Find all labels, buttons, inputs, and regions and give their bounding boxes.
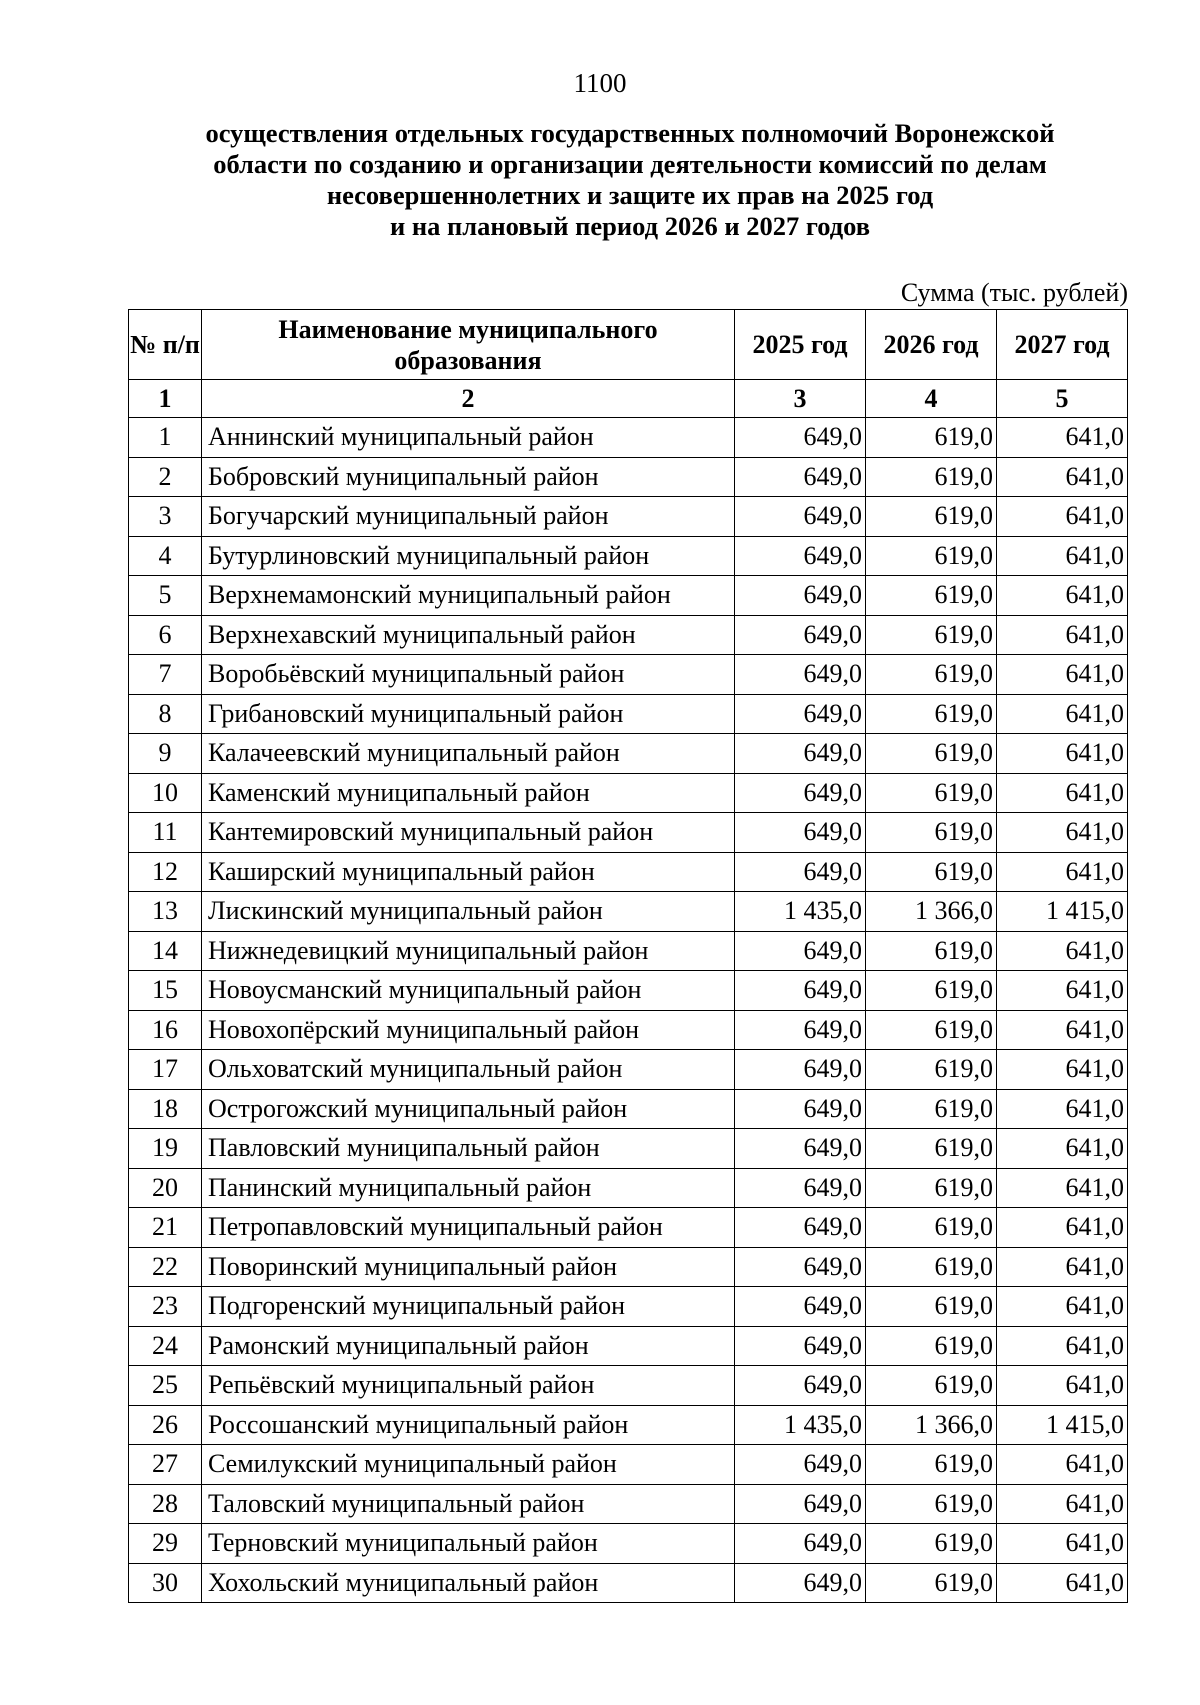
table-body	[129, 418, 1128, 1603]
value-2027: 641,0	[997, 1524, 1128, 1564]
table-row	[129, 457, 1128, 497]
column-numbers-row	[129, 380, 1128, 418]
municipality-name: Таловский муниципальный район	[202, 1484, 735, 1524]
header-name: Наименование муниципального образования	[202, 310, 735, 380]
table-row	[129, 694, 1128, 734]
row-number: 23	[129, 1287, 202, 1327]
municipality-name: Новоусманский муниципальный район	[202, 971, 735, 1011]
value-2027: 641,0	[997, 734, 1128, 774]
table-row	[129, 1089, 1128, 1129]
value-2027: 1 415,0	[997, 892, 1128, 932]
value-2027: 641,0	[997, 655, 1128, 695]
value-2025: 649,0	[735, 1326, 866, 1366]
row-number: 15	[129, 971, 202, 1011]
value-2026: 619,0	[866, 931, 997, 971]
municipality-name: Петропавловский муниципальный район	[202, 1208, 735, 1248]
row-number: 17	[129, 1050, 202, 1090]
value-2027: 641,0	[997, 694, 1128, 734]
municipality-name: Россошанский муниципальный район	[202, 1405, 735, 1445]
municipality-name: Бобровский муниципальный район	[202, 457, 735, 497]
table-row	[129, 1563, 1128, 1603]
value-2026: 619,0	[866, 1524, 997, 1564]
row-number: 1	[129, 418, 202, 458]
row-number: 27	[129, 1445, 202, 1485]
value-2025: 649,0	[735, 1010, 866, 1050]
value-2026: 619,0	[866, 1010, 997, 1050]
column-number: 2	[202, 380, 735, 418]
row-number: 2	[129, 457, 202, 497]
row-number: 8	[129, 694, 202, 734]
table-row	[129, 931, 1128, 971]
value-2027: 641,0	[997, 1129, 1128, 1169]
value-2025: 649,0	[735, 694, 866, 734]
municipality-name: Хохольский муниципальный район	[202, 1563, 735, 1603]
value-2026: 619,0	[866, 576, 997, 616]
municipality-name: Терновский муниципальный район	[202, 1524, 735, 1564]
value-2027: 641,0	[997, 1326, 1128, 1366]
value-2025: 1 435,0	[735, 1405, 866, 1445]
value-2026: 619,0	[866, 536, 997, 576]
column-number: 3	[735, 380, 866, 418]
value-2026: 619,0	[866, 1484, 997, 1524]
document-title	[150, 118, 1110, 242]
municipality-name: Верхнемамонский муниципальный район	[202, 576, 735, 616]
table-row	[129, 655, 1128, 695]
title-line: области по созданию и организации деятельности комиссий по делам	[213, 149, 1047, 179]
header-2027: 2027 год	[997, 310, 1128, 380]
value-2027: 641,0	[997, 457, 1128, 497]
value-2027: 641,0	[997, 971, 1128, 1011]
value-2026: 619,0	[866, 1366, 997, 1406]
value-2026: 619,0	[866, 1445, 997, 1485]
row-number: 30	[129, 1563, 202, 1603]
value-2025: 649,0	[735, 931, 866, 971]
row-number: 12	[129, 852, 202, 892]
value-2027: 641,0	[997, 813, 1128, 853]
table-row	[129, 1168, 1128, 1208]
value-2026: 1 366,0	[866, 892, 997, 932]
value-2026: 619,0	[866, 1168, 997, 1208]
value-2027: 641,0	[997, 497, 1128, 537]
value-2025: 649,0	[735, 1524, 866, 1564]
row-number: 3	[129, 497, 202, 537]
value-2025: 649,0	[735, 1168, 866, 1208]
municipality-name: Аннинский муниципальный район	[202, 418, 735, 458]
table-row	[129, 892, 1128, 932]
value-2027: 641,0	[997, 1050, 1128, 1090]
header-row	[129, 310, 1128, 380]
municipality-name: Верхнехавский муниципальный район	[202, 615, 735, 655]
table-row	[129, 1366, 1128, 1406]
value-2027: 641,0	[997, 1089, 1128, 1129]
value-2026: 619,0	[866, 852, 997, 892]
table-row	[129, 1208, 1128, 1248]
title-line: несовершеннолетних и защите их прав на 2025 год	[326, 180, 934, 210]
municipality-name: Нижнедевицкий муниципальный район	[202, 931, 735, 971]
row-number: 19	[129, 1129, 202, 1169]
municipality-name: Богучарский муниципальный район	[202, 497, 735, 537]
value-2027: 641,0	[997, 1366, 1128, 1406]
municipality-name: Ольховатский муниципальный район	[202, 1050, 735, 1090]
value-2026: 619,0	[866, 418, 997, 458]
value-2026: 619,0	[866, 1247, 997, 1287]
value-2025: 649,0	[735, 418, 866, 458]
value-2025: 649,0	[735, 1089, 866, 1129]
value-2027: 641,0	[997, 615, 1128, 655]
municipality-name: Поворинский муниципальный район	[202, 1247, 735, 1287]
title-line: и на плановый период 2026 и 2027 годов	[389, 211, 871, 241]
municipality-name: Рамонский муниципальный район	[202, 1326, 735, 1366]
row-number: 14	[129, 931, 202, 971]
municipality-name: Каменский муниципальный район	[202, 773, 735, 813]
row-number: 25	[129, 1366, 202, 1406]
municipality-name: Бутурлиновский муниципальный район	[202, 536, 735, 576]
value-2026: 619,0	[866, 694, 997, 734]
table-row	[129, 813, 1128, 853]
table-row	[129, 615, 1128, 655]
column-number: 1	[129, 380, 202, 418]
value-2026: 619,0	[866, 734, 997, 774]
row-number: 7	[129, 655, 202, 695]
value-2026: 619,0	[866, 457, 997, 497]
table-row	[129, 773, 1128, 813]
municipality-name: Подгоренский муниципальный район	[202, 1287, 735, 1327]
page-number: 1100	[573, 68, 627, 98]
value-2026: 619,0	[866, 1208, 997, 1248]
value-2025: 649,0	[735, 1129, 866, 1169]
table-row	[129, 576, 1128, 616]
column-number: 4	[866, 380, 997, 418]
value-2027: 641,0	[997, 1010, 1128, 1050]
municipality-name: Острогожский муниципальный район	[202, 1089, 735, 1129]
value-2026: 619,0	[866, 1050, 997, 1090]
value-2025: 649,0	[735, 1247, 866, 1287]
table-row	[129, 536, 1128, 576]
value-2025: 649,0	[735, 1563, 866, 1603]
value-2027: 641,0	[997, 1168, 1128, 1208]
value-2027: 641,0	[997, 1484, 1128, 1524]
row-number: 18	[129, 1089, 202, 1129]
header-2025: 2025 год	[735, 310, 866, 380]
value-2025: 649,0	[735, 497, 866, 537]
row-number: 22	[129, 1247, 202, 1287]
municipality-name: Павловский муниципальный район	[202, 1129, 735, 1169]
row-number: 21	[129, 1208, 202, 1248]
municipality-name: Калачеевский муниципальный район	[202, 734, 735, 774]
table-row	[129, 1287, 1128, 1327]
value-2025: 649,0	[735, 1366, 866, 1406]
value-2025: 649,0	[735, 536, 866, 576]
row-number: 4	[129, 536, 202, 576]
row-number: 28	[129, 1484, 202, 1524]
value-2027: 1 415,0	[997, 1405, 1128, 1445]
table-row	[129, 1326, 1128, 1366]
row-number: 11	[129, 813, 202, 853]
allocation-table	[128, 309, 1128, 1603]
value-2027: 641,0	[997, 931, 1128, 971]
row-number: 24	[129, 1326, 202, 1366]
table-row	[129, 734, 1128, 774]
value-2025: 649,0	[735, 615, 866, 655]
row-number: 20	[129, 1168, 202, 1208]
column-number: 5	[997, 380, 1128, 418]
municipality-name: Семилукский муниципальный район	[202, 1445, 735, 1485]
table-row	[129, 497, 1128, 537]
value-2025: 649,0	[735, 852, 866, 892]
row-number: 13	[129, 892, 202, 932]
value-2025: 649,0	[735, 457, 866, 497]
title-line: осуществления отдельных государственных полномочий Воронежской	[205, 118, 1055, 148]
value-2026: 619,0	[866, 1089, 997, 1129]
value-2027: 641,0	[997, 576, 1128, 616]
row-number: 10	[129, 773, 202, 813]
table-row	[129, 971, 1128, 1011]
table-row	[129, 1129, 1128, 1169]
table-row	[129, 852, 1128, 892]
municipality-name: Панинский муниципальный район	[202, 1168, 735, 1208]
value-2026: 619,0	[866, 1563, 997, 1603]
row-number: 5	[129, 576, 202, 616]
value-2025: 649,0	[735, 1484, 866, 1524]
municipality-name: Репьёвский муниципальный район	[202, 1366, 735, 1406]
row-number: 29	[129, 1524, 202, 1564]
municipality-name: Кантемировский муниципальный район	[202, 813, 735, 853]
municipality-name: Каширский муниципальный район	[202, 852, 735, 892]
units-label: Сумма (тыс. рублей)	[900, 278, 1128, 307]
row-number: 16	[129, 1010, 202, 1050]
value-2025: 649,0	[735, 1445, 866, 1485]
value-2026: 619,0	[866, 813, 997, 853]
municipality-name: Воробьёвский муниципальный район	[202, 655, 735, 695]
header-2026: 2026 год	[866, 310, 997, 380]
row-number: 26	[129, 1405, 202, 1445]
value-2027: 641,0	[997, 773, 1128, 813]
value-2027: 641,0	[997, 1247, 1128, 1287]
table-row	[129, 1445, 1128, 1485]
value-2026: 619,0	[866, 655, 997, 695]
table-row	[129, 1524, 1128, 1564]
table-row	[129, 1010, 1128, 1050]
value-2025: 649,0	[735, 576, 866, 616]
value-2027: 641,0	[997, 1287, 1128, 1327]
value-2025: 1 435,0	[735, 892, 866, 932]
value-2026: 619,0	[866, 1326, 997, 1366]
value-2025: 649,0	[735, 773, 866, 813]
municipality-name: Новохопёрский муниципальный район	[202, 1010, 735, 1050]
value-2025: 649,0	[735, 1287, 866, 1327]
value-2026: 619,0	[866, 615, 997, 655]
value-2025: 649,0	[735, 1208, 866, 1248]
value-2025: 649,0	[735, 971, 866, 1011]
table-row	[129, 1050, 1128, 1090]
value-2025: 649,0	[735, 734, 866, 774]
municipality-name: Лискинский муниципальный район	[202, 892, 735, 932]
value-2025: 649,0	[735, 655, 866, 695]
table-row	[129, 1484, 1128, 1524]
value-2026: 619,0	[866, 1129, 997, 1169]
value-2025: 649,0	[735, 813, 866, 853]
row-number: 9	[129, 734, 202, 774]
value-2026: 619,0	[866, 971, 997, 1011]
value-2027: 641,0	[997, 1563, 1128, 1603]
table-row	[129, 418, 1128, 458]
table-row	[129, 1247, 1128, 1287]
value-2026: 619,0	[866, 497, 997, 537]
value-2026: 619,0	[866, 773, 997, 813]
value-2027: 641,0	[997, 1208, 1128, 1248]
row-number: 6	[129, 615, 202, 655]
municipality-name: Грибановский муниципальный район	[202, 694, 735, 734]
value-2027: 641,0	[997, 1445, 1128, 1485]
value-2027: 641,0	[997, 418, 1128, 458]
value-2026: 1 366,0	[866, 1405, 997, 1445]
header-num: № п/п	[129, 310, 202, 380]
value-2025: 649,0	[735, 1050, 866, 1090]
value-2027: 641,0	[997, 536, 1128, 576]
table-row	[129, 1405, 1128, 1445]
value-2026: 619,0	[866, 1287, 997, 1327]
value-2027: 641,0	[997, 852, 1128, 892]
